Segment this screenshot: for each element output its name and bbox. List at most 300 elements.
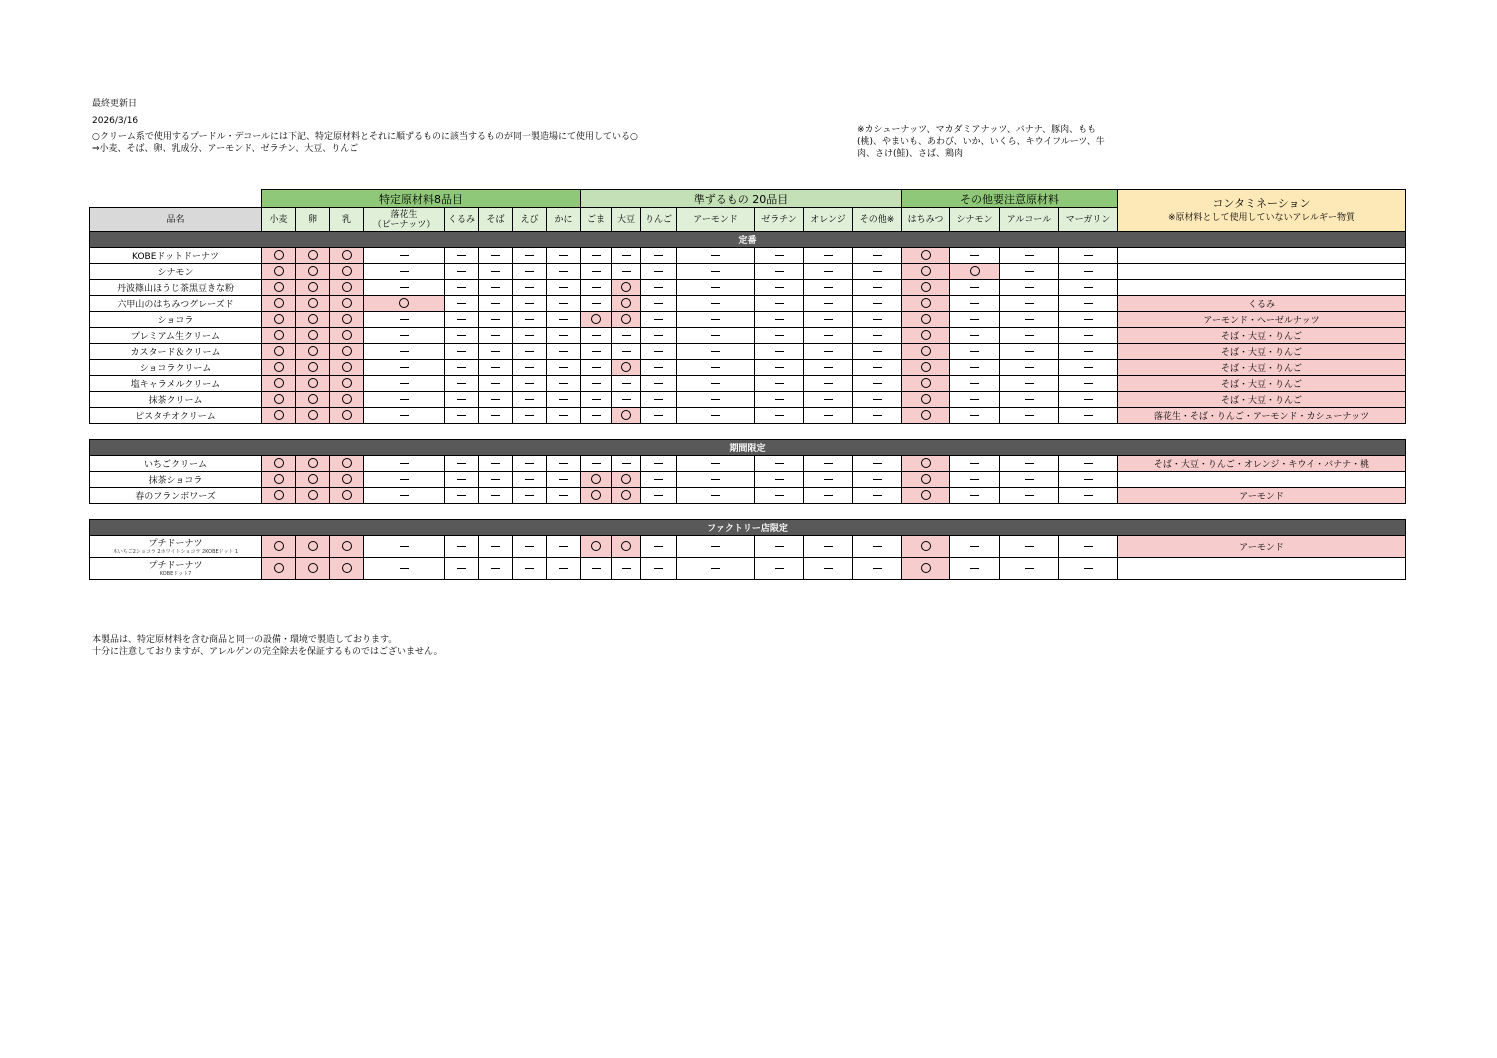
allergen-absent-cell (364, 312, 445, 328)
dash-mark-icon (491, 399, 500, 400)
allergen-absent-cell (950, 248, 1000, 264)
dash-mark-icon (457, 367, 466, 368)
circle-mark-icon (621, 541, 631, 551)
dash-mark-icon (970, 463, 979, 464)
allergen-present-cell (296, 456, 330, 472)
contamination-cell: くるみ (1118, 296, 1406, 312)
dash-mark-icon (654, 367, 663, 368)
allergen-absent-cell (513, 280, 547, 296)
allergen-present-cell (296, 488, 330, 504)
allergen-absent-cell (547, 312, 581, 328)
dash-mark-icon (873, 415, 882, 416)
dash-mark-icon (873, 367, 882, 368)
dash-mark-icon (970, 351, 979, 352)
dash-mark-icon (457, 351, 466, 352)
dash-mark-icon (873, 479, 882, 480)
allergen-absent-cell (950, 360, 1000, 376)
dash-mark-icon (559, 271, 568, 272)
dash-mark-icon (1025, 271, 1034, 272)
dash-mark-icon (400, 271, 409, 272)
dash-mark-icon (525, 319, 534, 320)
circle-mark-icon (274, 410, 284, 420)
allergen-present-cell (902, 344, 950, 360)
allergen-absent-cell (677, 456, 755, 472)
dash-mark-icon (559, 255, 568, 256)
dash-mark-icon (559, 399, 568, 400)
allergen-absent-cell (581, 248, 612, 264)
dash-mark-icon (654, 351, 663, 352)
allergen-absent-cell (581, 558, 612, 580)
allergen-present-cell (330, 296, 364, 312)
allergen-absent-cell (641, 248, 677, 264)
circle-mark-icon (921, 563, 931, 573)
table-row (90, 328, 1406, 344)
allergen-absent-cell (641, 376, 677, 392)
allergen-absent-cell (479, 328, 513, 344)
dash-mark-icon (1025, 495, 1034, 496)
allergen-absent-cell (1059, 344, 1118, 360)
allergen-present-cell (902, 280, 950, 296)
dash-mark-icon (525, 255, 534, 256)
section-title: 期間限定 (90, 440, 1406, 456)
dash-mark-icon (1084, 479, 1093, 480)
allergen-absent-cell (755, 280, 804, 296)
circle-mark-icon (342, 458, 352, 468)
circle-mark-icon (342, 266, 352, 276)
circle-mark-icon (921, 346, 931, 356)
allergen-present-cell (262, 296, 296, 312)
product-subname: 木いちご2ショコラ 2ホワイトショコラ 2KOBEドット 1 (112, 548, 239, 555)
dash-mark-icon (400, 495, 409, 496)
product-name-cell (90, 456, 262, 472)
dash-mark-icon (970, 415, 979, 416)
allergen-absent-cell (755, 558, 804, 580)
dash-mark-icon (970, 479, 979, 480)
dash-mark-icon (824, 319, 833, 320)
allergen-absent-cell (612, 328, 641, 344)
allergen-absent-cell (755, 248, 804, 264)
dash-mark-icon (711, 351, 720, 352)
allergen-absent-cell (804, 280, 853, 296)
dash-mark-icon (491, 319, 500, 320)
allergen-absent-cell (479, 312, 513, 328)
column-header-sub: （ピーナッツ） (372, 219, 436, 230)
dash-mark-icon (824, 479, 833, 480)
dash-mark-icon (654, 335, 663, 336)
circle-mark-icon (274, 266, 284, 276)
contamination-cell: そば・大豆・りんご (1118, 392, 1406, 408)
product-name: プレミアム生クリーム (130, 332, 220, 342)
dash-mark-icon (1025, 303, 1034, 304)
product-name: 春のフランボワーズ (135, 492, 216, 502)
allergen-present-cell (612, 408, 641, 424)
allergen-absent-cell (513, 264, 547, 280)
allergen-absent-cell (513, 392, 547, 408)
allergen-absent-cell (479, 536, 513, 558)
allergen-absent-cell (364, 392, 445, 408)
dash-mark-icon (525, 546, 534, 547)
dash-mark-icon (491, 255, 500, 256)
dash-mark-icon (711, 335, 720, 336)
allergen-absent-cell (677, 360, 755, 376)
dash-mark-icon (559, 479, 568, 480)
allergen-absent-cell (547, 360, 581, 376)
allergen-absent-cell (1000, 536, 1059, 558)
allergen-absent-cell (513, 408, 547, 424)
dash-mark-icon (711, 415, 720, 416)
table-row (90, 408, 1406, 424)
allergen-absent-cell (1000, 328, 1059, 344)
dash-mark-icon (775, 568, 784, 569)
other-group-header: その他要注意原材料 (902, 190, 1118, 208)
dash-mark-icon (654, 568, 663, 569)
dash-mark-icon (775, 319, 784, 320)
dash-mark-icon (1025, 367, 1034, 368)
product-name-cell (90, 408, 262, 424)
allergen-absent-cell (804, 536, 853, 558)
dash-mark-icon (775, 271, 784, 272)
allergen-absent-cell (641, 312, 677, 328)
dash-mark-icon (491, 287, 500, 288)
allergen-absent-cell (804, 296, 853, 312)
product-name: プチドーナツ (148, 538, 203, 549)
allergen-absent-cell (612, 376, 641, 392)
dash-mark-icon (654, 287, 663, 288)
dash-mark-icon (525, 479, 534, 480)
dash-mark-icon (592, 399, 601, 400)
dash-mark-icon (1025, 383, 1034, 384)
dash-mark-icon (1084, 287, 1093, 288)
allergen-absent-cell (1000, 360, 1059, 376)
circle-mark-icon (621, 474, 631, 484)
dash-mark-icon (491, 367, 500, 368)
dash-mark-icon (824, 287, 833, 288)
circle-mark-icon (308, 362, 318, 372)
allergen-absent-cell (853, 328, 902, 344)
dash-mark-icon (457, 463, 466, 464)
allergen-absent-cell (364, 280, 445, 296)
group-header-row (90, 190, 1406, 208)
section-header-row (90, 520, 1406, 536)
allergen-absent-cell (1059, 558, 1118, 580)
allergen-present-cell (902, 488, 950, 504)
allergen-absent-cell (755, 472, 804, 488)
circle-mark-icon (342, 298, 352, 308)
allergen-present-cell (330, 280, 364, 296)
dash-mark-icon (457, 415, 466, 416)
column-header (950, 208, 1000, 232)
allergen-absent-cell (755, 456, 804, 472)
product-name-cell (90, 328, 262, 344)
circle-mark-icon (921, 266, 931, 276)
dash-mark-icon (1084, 255, 1093, 256)
allergen-absent-cell (612, 392, 641, 408)
dash-mark-icon (525, 351, 534, 352)
allergen-absent-cell (547, 264, 581, 280)
allergen-absent-cell (677, 344, 755, 360)
dash-mark-icon (525, 415, 534, 416)
table-row (90, 312, 1406, 328)
dash-mark-icon (622, 568, 631, 569)
dash-mark-icon (457, 568, 466, 569)
circle-mark-icon (308, 346, 318, 356)
allergen-absent-cell (1000, 392, 1059, 408)
allergen-absent-cell (950, 376, 1000, 392)
allergen-absent-cell (1059, 328, 1118, 344)
allergen-absent-cell (547, 536, 581, 558)
dash-mark-icon (873, 568, 882, 569)
allergen-present-cell (296, 472, 330, 488)
dash-mark-icon (824, 335, 833, 336)
allergen-absent-cell (677, 408, 755, 424)
dash-mark-icon (559, 415, 568, 416)
allergen-absent-cell (513, 360, 547, 376)
column-header-label: そば (486, 214, 505, 225)
dash-mark-icon (457, 319, 466, 320)
circle-mark-icon (921, 378, 931, 388)
circle-mark-icon (274, 362, 284, 372)
allergen-absent-cell (804, 488, 853, 504)
allergen-absent-cell (1000, 296, 1059, 312)
dash-mark-icon (1025, 351, 1034, 352)
allergen-absent-cell (547, 344, 581, 360)
contamination-cell: そば・大豆・りんご (1118, 344, 1406, 360)
product-name-cell (90, 296, 262, 312)
allergen-absent-cell (581, 456, 612, 472)
allergen-absent-cell (853, 296, 902, 312)
circle-mark-icon (342, 541, 352, 551)
section-gap (90, 504, 1406, 520)
column-header (445, 208, 479, 232)
allergen-present-cell (296, 408, 330, 424)
allergen-absent-cell (513, 488, 547, 504)
allergen-present-cell (262, 392, 296, 408)
table-row (90, 264, 1406, 280)
circle-mark-icon (342, 314, 352, 324)
cream-note-line1: ○クリーム系で使用するプードル・デコールには下記、特定原材料とそれに順ずるものに該当するものが同一製造場にて使用している○ (92, 132, 638, 142)
allergen-absent-cell (950, 296, 1000, 312)
allergen-present-cell (581, 488, 612, 504)
allergen-absent-cell (364, 456, 445, 472)
circle-mark-icon (342, 563, 352, 573)
allergen-absent-cell (547, 472, 581, 488)
dash-mark-icon (1084, 568, 1093, 569)
product-name-cell (90, 392, 262, 408)
dash-mark-icon (1025, 479, 1034, 480)
dash-mark-icon (1084, 367, 1093, 368)
dash-mark-icon (824, 383, 833, 384)
allergen-absent-cell (479, 392, 513, 408)
allergen-present-cell (612, 472, 641, 488)
circle-mark-icon (308, 474, 318, 484)
dash-mark-icon (400, 367, 409, 368)
allergen-absent-cell (1059, 312, 1118, 328)
dash-mark-icon (824, 463, 833, 464)
dash-mark-icon (1084, 546, 1093, 547)
dash-mark-icon (711, 463, 720, 464)
allergen-present-cell (330, 376, 364, 392)
allergen-present-cell (262, 328, 296, 344)
allergen-absent-cell (479, 472, 513, 488)
allergen-present-cell (330, 312, 364, 328)
allergen-absent-cell (581, 296, 612, 312)
allergen-absent-cell (513, 558, 547, 580)
allergen-absent-cell (513, 248, 547, 264)
column-header (755, 208, 804, 232)
allergen-present-cell (262, 248, 296, 264)
allergen-absent-cell (804, 472, 853, 488)
contamination-cell: アーモンド (1118, 488, 1406, 504)
allergen-absent-cell (612, 558, 641, 580)
allergen-absent-cell (581, 360, 612, 376)
allergen-absent-cell (479, 248, 513, 264)
dash-mark-icon (1084, 415, 1093, 416)
allergen-absent-cell (479, 264, 513, 280)
product-name-cell (90, 376, 262, 392)
circle-mark-icon (274, 394, 284, 404)
allergen-absent-cell (612, 344, 641, 360)
dash-mark-icon (711, 399, 720, 400)
dash-mark-icon (711, 255, 720, 256)
dash-mark-icon (622, 383, 631, 384)
dash-mark-icon (559, 568, 568, 569)
dash-mark-icon (824, 399, 833, 400)
allergen-absent-cell (1059, 488, 1118, 504)
allergen-absent-cell (1059, 248, 1118, 264)
allergen-present-cell (330, 488, 364, 504)
allergen-present-cell (902, 360, 950, 376)
dash-mark-icon (711, 546, 720, 547)
allergen-absent-cell (1059, 280, 1118, 296)
dash-mark-icon (400, 546, 409, 547)
dash-mark-icon (592, 568, 601, 569)
allergen-absent-cell (950, 312, 1000, 328)
allergen-absent-cell (804, 344, 853, 360)
allergen-absent-cell (445, 312, 479, 328)
dash-mark-icon (775, 415, 784, 416)
column-header-label: その他※ (859, 214, 895, 225)
allergen-absent-cell (479, 456, 513, 472)
allergen-absent-cell (804, 376, 853, 392)
allergen-absent-cell (445, 264, 479, 280)
equivalent-group-header: 準ずるもの 20品目 (581, 190, 902, 208)
product-name-cell (90, 312, 262, 328)
allergen-table (89, 189, 1406, 580)
circle-mark-icon (921, 314, 931, 324)
dash-mark-icon (873, 271, 882, 272)
allergen-present-cell (262, 280, 296, 296)
circle-mark-icon (621, 298, 631, 308)
allergen-absent-cell (853, 456, 902, 472)
allergen-absent-cell (853, 344, 902, 360)
dash-mark-icon (1084, 319, 1093, 320)
circle-mark-icon (274, 282, 284, 292)
circle-mark-icon (621, 282, 631, 292)
column-header-label: アーモンド (693, 214, 738, 225)
product-subname: KOBEドット7 (159, 570, 192, 577)
dash-mark-icon (1084, 495, 1093, 496)
dash-mark-icon (559, 319, 568, 320)
allergen-absent-cell (445, 558, 479, 580)
dash-mark-icon (711, 271, 720, 272)
allergen-absent-cell (641, 296, 677, 312)
allergen-present-cell (262, 360, 296, 376)
dash-mark-icon (400, 255, 409, 256)
allergen-present-cell (262, 536, 296, 558)
dash-mark-icon (654, 383, 663, 384)
product-name: ショコラクリーム (139, 364, 212, 374)
table-row (90, 558, 1406, 580)
column-header-label: オレンジ (810, 214, 846, 225)
allergen-present-cell (262, 472, 296, 488)
dash-mark-icon (400, 287, 409, 288)
last-updated-date: 2026/3/16 (92, 116, 139, 126)
allergen-present-cell (296, 280, 330, 296)
allergen-absent-cell (612, 456, 641, 472)
allergen-present-cell (612, 488, 641, 504)
dash-mark-icon (559, 367, 568, 368)
allergen-absent-cell (1059, 264, 1118, 280)
dash-mark-icon (775, 367, 784, 368)
allergen-absent-cell (479, 360, 513, 376)
allergen-absent-cell (677, 328, 755, 344)
circle-mark-icon (308, 410, 318, 420)
allergen-absent-cell (677, 248, 755, 264)
circle-mark-icon (591, 490, 601, 500)
allergen-absent-cell (513, 456, 547, 472)
allergen-absent-cell (445, 536, 479, 558)
allergen-absent-cell (853, 472, 902, 488)
allergen-present-cell (612, 296, 641, 312)
dash-mark-icon (525, 303, 534, 304)
allergen-absent-cell (547, 248, 581, 264)
allergen-present-cell (902, 264, 950, 280)
allergen-present-cell (902, 312, 950, 328)
allergen-absent-cell (755, 408, 804, 424)
allergen-absent-cell (804, 312, 853, 328)
allergen-absent-cell (950, 328, 1000, 344)
allergen-present-cell (902, 408, 950, 424)
product-name: 丹波篠山ほうじ茶黒豆きな粉 (116, 284, 234, 294)
allergen-present-cell (581, 536, 612, 558)
allergen-absent-cell (547, 392, 581, 408)
column-header-label: えび (520, 214, 539, 225)
contamination-header (1118, 190, 1406, 232)
column-header-label: 卵 (307, 214, 317, 225)
dash-mark-icon (654, 463, 663, 464)
allergen-absent-cell (581, 280, 612, 296)
dash-mark-icon (775, 463, 784, 464)
allergen-present-cell (364, 296, 445, 312)
dash-mark-icon (592, 383, 601, 384)
allergen-absent-cell (1000, 376, 1059, 392)
allergen-present-cell (296, 558, 330, 580)
allergen-absent-cell (950, 408, 1000, 424)
dash-mark-icon (711, 367, 720, 368)
allergen-absent-cell (1059, 376, 1118, 392)
product-name: シナモン (157, 268, 194, 278)
allergen-absent-cell (853, 536, 902, 558)
dash-mark-icon (559, 495, 568, 496)
allergen-absent-cell (364, 360, 445, 376)
dash-mark-icon (592, 335, 601, 336)
product-name: プチドーナツ (148, 560, 203, 571)
dash-mark-icon (711, 319, 720, 320)
dash-mark-icon (525, 335, 534, 336)
column-header (677, 208, 755, 232)
allergen-absent-cell (364, 344, 445, 360)
column-header (547, 208, 581, 232)
